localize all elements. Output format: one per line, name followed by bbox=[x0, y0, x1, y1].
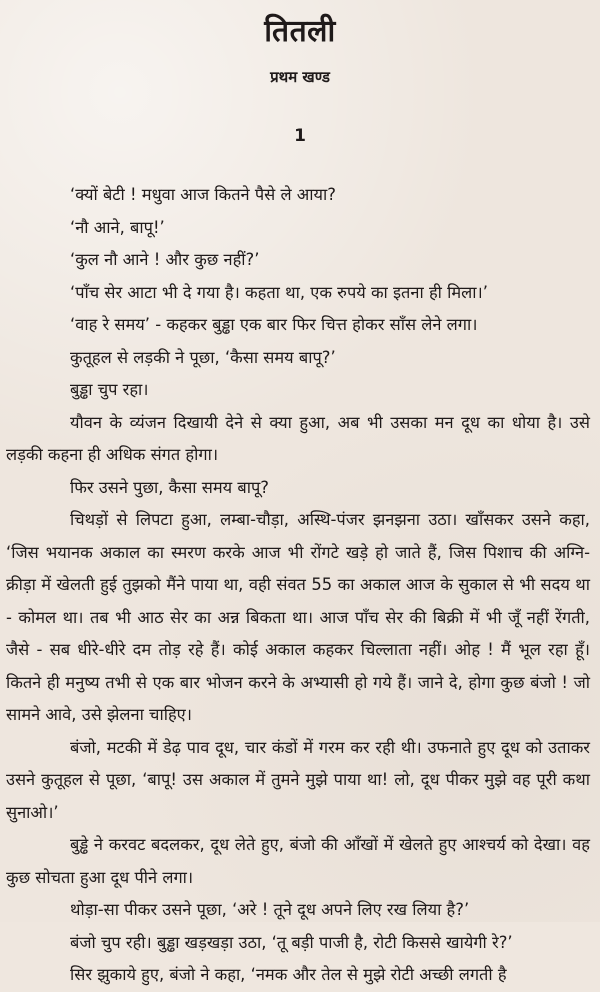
paragraph-3: ‘कुल नौ आने ! और कुछ नहीं?’ bbox=[70, 250, 260, 269]
paragraph-4: ‘पाँच सेर आटा भी दे गया है। कहता था, एक रुपये का इतना ही मिला।’ bbox=[70, 282, 488, 302]
paragraph-2: ‘नौ आने, बापू!’ bbox=[70, 217, 165, 237]
paragraph-6: कुतूहल से लड़की ने पूछा, ‘कैसा समय बापू?’ bbox=[70, 347, 336, 367]
part-heading: प्रथम खण्ड bbox=[270, 68, 330, 86]
paragraph-1: ‘क्यों बेटी ! मधुवा आज कितने पैसे ले आया? bbox=[70, 185, 336, 204]
paragraph-9: फिर उसने पुछा, कैसा समय बापू? bbox=[70, 477, 269, 497]
paragraph-14: बंजो चुप रही। बुड्ढा खड़खड़ा उठा, ‘तू बड़ी पाजी है, रोटी किससे खायेगी रे?’ bbox=[70, 932, 513, 952]
paragraph-15: सिर झुकाये हुए, बंजो ने कहा, ‘नमक और तेल से मुझे रोटी अच्छी लगती है bbox=[70, 965, 507, 984]
book-title: तितली bbox=[264, 14, 336, 49]
paragraph-13: थोड़ा-सा पीकर उसने पूछा, ‘अरे ! तूने दूध अपने लिए रख लिया है?’ bbox=[70, 900, 470, 919]
paragraph-5: ‘वाह रे समय’ - कहकर बुड्ढा एक बार फिर चित्त होकर साँस लेने लगा। bbox=[70, 315, 478, 334]
paragraph-7: बुड्ढा चुप रहा। bbox=[70, 380, 149, 399]
paragraph-12: बुड्ढे ने करवट बदलकर, दूध लेते हुए, बंजो की आँखों में खेलते हुए आश्चर्य को देखा। वह कुछ सोचता हुआ दूध पीने लगा। bbox=[6, 835, 590, 887]
chapter-text bbox=[6, 179, 590, 992]
paragraph-8: यौवन के व्यंजन दिखायी देने से क्या हुआ, अब भी उसका मन दूध का धोया है। उसे लड़की कहना ही अधिक संगत होगा। bbox=[6, 412, 590, 464]
chapter-number: 1 bbox=[294, 126, 306, 146]
paragraph-11: बंजो, मटकी में डेढ़ पाव दूध, चार कंडों में गरम कर रही थी। उफनाते हुए दूध को उताकर उसने कुतूहल से पूछा, ‘बापू! उस अकाल में तुमने मुझे पाया था! लो, दूध पीकर मुझे वह पूरी कथा सुनाओ।’ bbox=[6, 737, 590, 822]
paragraph-10: चिथड़ों से लिपटा हुआ, लम्बा-चौड़ा, अस्थि-पंजर झनझना उठा। खाँसकर उसने कहा, ‘जिस भयानक अकाल का स्मरण करके आज भी रोंगटे खड़े हो जाते हैं, जिस पिशाच की अग्नि-क्रीड़ा में खेलती हुई तुझको मैंने पाया था, वही संवत 55 का अकाल आज के सुकाल से भी सदय था - कोमल था। तब भी आठ सेर का अन्न बिकता था। आज पाँच सेर की बिक्री में भी जूँ नहीं रेंगती, जैसे - सब धीरे-धीरे दम तोड़ रहे हैं। कोई अकाल कहकर चिल्लाता नहीं। ओह ! मैं भूल रहा हूँ। कितने ही मनुष्य तभी से एक बार भोजन करने के अभ्यासी हो गये हैं। जाने दे, होगा कुछ बंजो ! जो सामने आवे, उसे झेलना चाहिए। bbox=[6, 510, 590, 724]
